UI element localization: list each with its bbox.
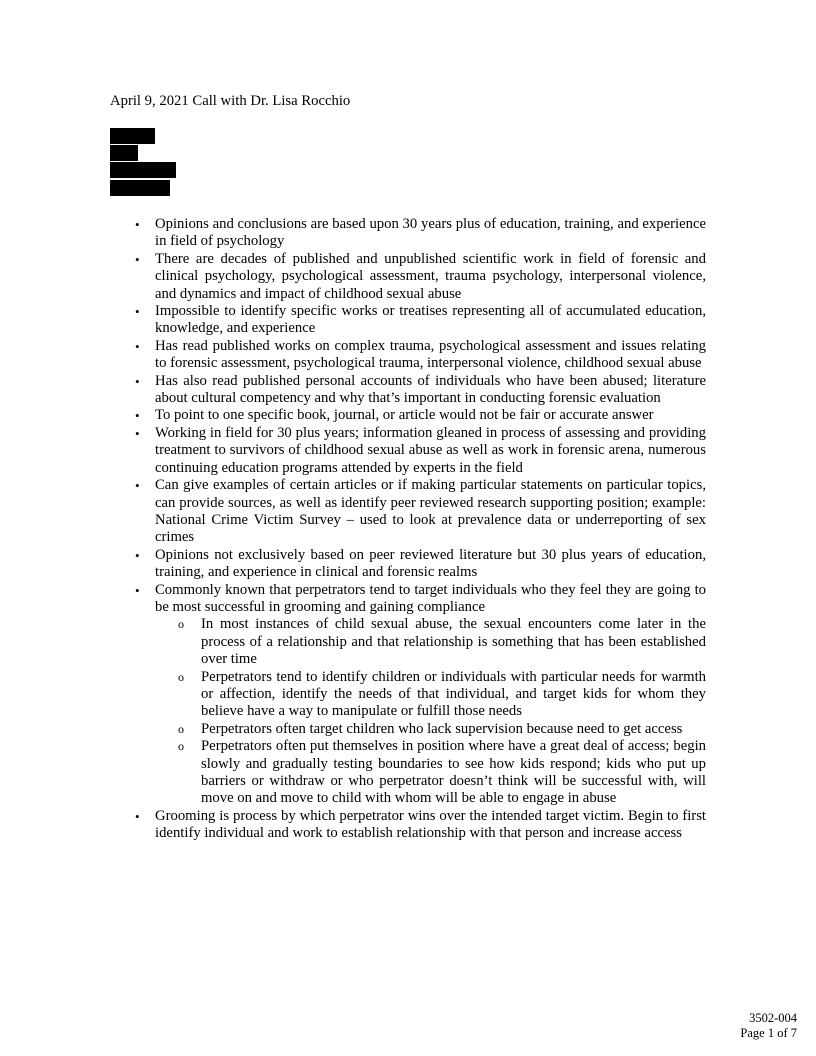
circle-bullet-icon: o xyxy=(178,721,184,736)
list-item-text: To point to one specific book, journal, or article would not be fair or accurate answer xyxy=(155,407,654,424)
list-item xyxy=(135,372,706,408)
sub-list-item xyxy=(178,720,706,738)
list-item-text: Commonly known that perpetrators tend to target individuals who they feel they are going to be most successful in grooming and gaining compliance xyxy=(155,581,706,615)
bullet-icon: • xyxy=(135,373,140,389)
list-item-text: Has also read published personal accounts of individuals who have been abused; literature about cultural competency and why that’s important in conducting forensic evaluation xyxy=(155,372,706,407)
bullet-icon: • xyxy=(135,217,140,232)
list-item-text: Impossible to identify specific works or treatises representing all of accumulated education, knowledge, and experience xyxy=(155,303,706,337)
bullet-icon: • xyxy=(135,251,140,267)
list-item-text: Can give examples of certain articles or if making particular statements on particular topics, can provide sources, as well as identify peer reviewed research supporting position; example: National Crime Victim Survey – used to look at prevalence data or underreporting of sex crimes xyxy=(155,477,706,546)
redaction-block xyxy=(110,128,155,144)
page-footer xyxy=(740,1011,797,1041)
list-item xyxy=(135,581,706,808)
bullet-icon: • xyxy=(135,425,140,441)
bullet-icon: • xyxy=(135,338,140,354)
list-item xyxy=(135,216,706,251)
page-title: April 9, 2021 Call with Dr. Lisa Rocchio xyxy=(110,93,351,109)
bullet-icon: • xyxy=(135,478,140,494)
sub-list-item-text: In most instances of child sexual abuse, the sexual encounters come later in the process of a relationship and that relationship is something that has been established over time xyxy=(201,616,706,668)
bullet-icon: • xyxy=(135,408,140,424)
circle-bullet-icon: o xyxy=(178,669,184,684)
list-item xyxy=(135,250,706,303)
list-item-text: Has read published works on complex trauma, psychological assessment and issues relating to forensic assessment, psychological trauma, interpersonal violence, childhood sexual abuse xyxy=(155,337,706,372)
circle-bullet-icon: o xyxy=(178,739,184,754)
notes-list xyxy=(135,216,706,843)
list-item-text: Opinions and conclusions are based upon 30 years plus of education, training, and experience in field of psychology xyxy=(155,216,706,250)
list-item xyxy=(135,477,706,547)
list-item xyxy=(135,303,706,338)
redaction-block xyxy=(110,162,176,178)
bullet-icon: • xyxy=(135,582,140,598)
bullet-icon: • xyxy=(135,547,140,563)
list-item xyxy=(135,424,706,477)
sub-list-item-text: Perpetrators often target children who lack supervision because need to get access xyxy=(201,720,683,737)
bullet-icon: • xyxy=(135,304,140,320)
list-item xyxy=(135,807,706,843)
list-item xyxy=(135,546,706,582)
sub-list-item xyxy=(178,616,706,668)
sub-list-item xyxy=(178,738,706,808)
list-item-text: Working in field for 30 plus years; information gleaned in process of assessing and providing treatment to survivors of childhood sexual abuse as well as work in forensic arena, numerous continuing education programs attended by experts in the field xyxy=(155,424,706,476)
redaction-block xyxy=(110,145,138,161)
document-id: 3502-004 xyxy=(749,1011,797,1025)
sub-notes-list xyxy=(155,616,706,807)
redaction-block xyxy=(110,180,170,196)
list-item-text: Grooming is process by which perpetrator wins over the intended target victim. Begin to first identify individual and work to establish relationship with that person and increase access xyxy=(155,807,706,842)
sub-list-item-text: Perpetrators tend to identify children or individuals with particular needs for warmth or affection, identify the needs of that individual, and target kids for whom they believe have a way to manipulate or fulfill those needs xyxy=(201,668,706,720)
list-item xyxy=(135,407,706,424)
list-item-text: Opinions not exclusively based on peer reviewed literature but 30 plus years of education, training, and experience in clinical and forensic realms xyxy=(155,546,706,581)
sub-list-item xyxy=(178,668,706,721)
list-item-text: There are decades of published and unpublished scientific work in field of forensic and clinical psychology, psychological assessment, trauma psychology, interpersonal violence, and dynamics and impact of childhood sexual abuse xyxy=(155,250,706,302)
page-number: Page 1 of 7 xyxy=(740,1026,797,1040)
bullet-icon: • xyxy=(135,808,140,824)
circle-bullet-icon: o xyxy=(178,617,184,632)
sub-list-item-text: Perpetrators often put themselves in position where have a great deal of access; begin slowly and gradually testing boundaries to see how kids respond; kids who put up barriers or withdraw or who perpetrator doesn’t think will be successful with, will move on and move to child with whom will be able to engage in abuse xyxy=(201,738,706,807)
list-item xyxy=(135,337,706,373)
